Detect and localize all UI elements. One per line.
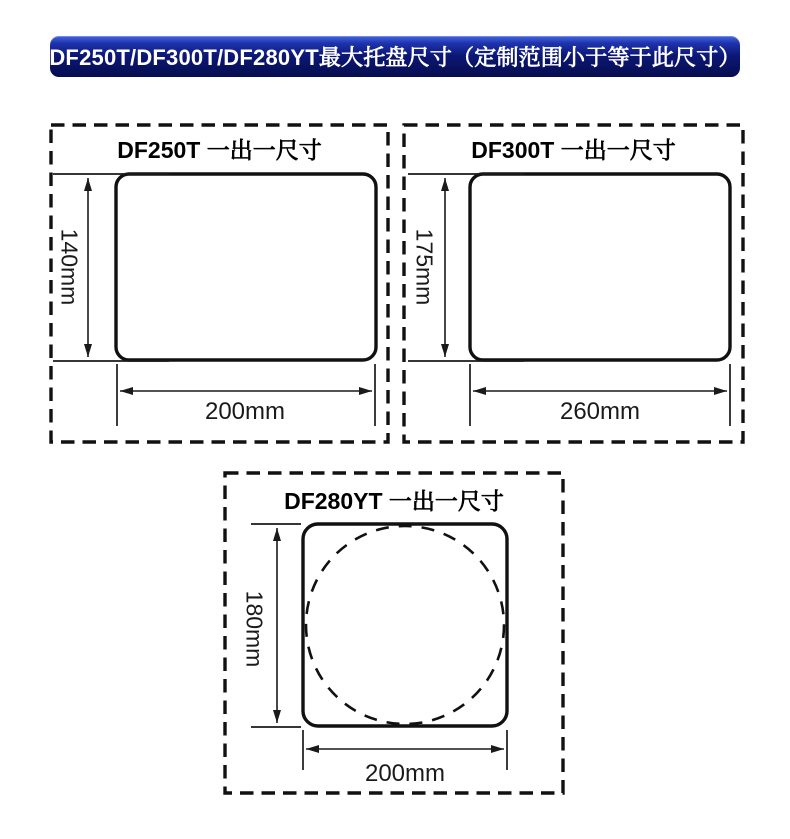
panel-title-df280yt: DF280YT 一出一尺寸 bbox=[284, 488, 504, 514]
panel-df300t bbox=[402, 123, 745, 444]
df250t-drawing bbox=[49, 123, 390, 444]
height-dimension-label: 140mm bbox=[56, 228, 83, 306]
tray-outline bbox=[116, 174, 376, 360]
height-dimension-label: 180mm bbox=[241, 590, 268, 668]
df300t-drawing bbox=[402, 123, 745, 444]
tray-outline bbox=[303, 524, 507, 726]
panel-df250t bbox=[49, 123, 390, 444]
panel-title-df300t: DF300T 一出一尺寸 bbox=[471, 137, 676, 163]
width-dimension-label: 200mm bbox=[364, 760, 446, 787]
width-dimension-label: 260mm bbox=[559, 398, 641, 425]
panel-df280yt bbox=[223, 471, 565, 795]
title-banner bbox=[50, 36, 740, 77]
banner-title: DF250T/DF300T/DF280YT最大托盘尺寸（定制范围小于等于此尺寸） bbox=[49, 45, 741, 70]
panel-title-df250t: DF250T 一出一尺寸 bbox=[117, 137, 322, 163]
df280yt-drawing bbox=[223, 471, 565, 795]
tray-outline bbox=[470, 174, 730, 360]
width-dimension-label: 200mm bbox=[204, 398, 286, 425]
height-dimension-label: 175mm bbox=[411, 228, 438, 306]
